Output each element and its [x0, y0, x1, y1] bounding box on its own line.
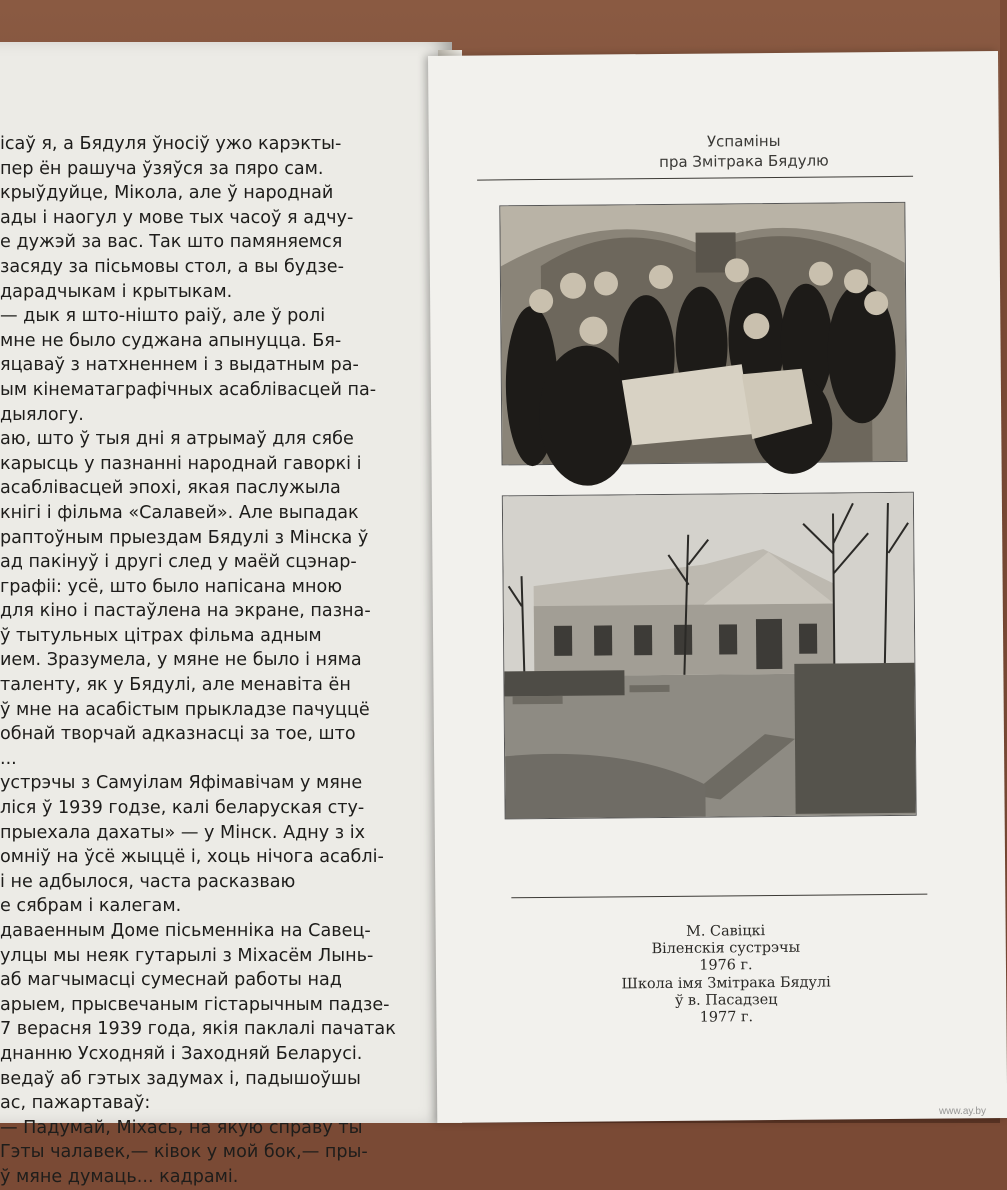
left-text-line: ... — [0, 748, 17, 769]
left-text-line: пер ён рашуча ўзяўся за пяро сам. — [0, 158, 324, 179]
left-text-line: ў тытульных цітрах фільма адным — [0, 625, 322, 646]
caption-year-2: 1977 г. — [699, 1009, 754, 1026]
left-text-line: ведаў аб гэтых задумах і, падышоўшы — [0, 1068, 361, 1089]
left-text-line: і не адбылося, часта расказваю — [0, 871, 296, 892]
left-text-line: е дужэй за вас. Так што памяняемся — [0, 232, 343, 253]
header-rule — [477, 176, 913, 181]
left-text-line: аб магчымасці сумеснай работы над — [0, 970, 342, 991]
left-text-line: ием. Зразумела, у мяне не было і няма — [0, 650, 362, 671]
left-text-line: ў мне на асабістым прыкладзе пачуццё — [0, 699, 370, 720]
site-watermark: www.ay.by — [938, 1106, 986, 1117]
left-text-line: даваенным Доме пісьменніка на Савец- — [0, 921, 371, 941]
left-text-line: ў мяне думаць... кадрамі. — [0, 1166, 239, 1187]
left-text-line: — дык я што-нішто раіў, але ў ролі — [0, 306, 326, 327]
left-page-text — [0, 132, 400, 1190]
left-text-line: ым кінематаграфічных асаблівасцей па- — [0, 379, 377, 400]
caption-title-1: Віленскія сустрэчы — [651, 939, 801, 958]
left-text-line: устрэчы з Самуілам Яфімавічам у мяне — [0, 773, 363, 794]
caption-rule — [511, 894, 927, 899]
caption-place-2: ў в. Пасадзец — [674, 991, 778, 1009]
left-text-line: — Падумай, Міхась, на якую справу ты — [0, 1117, 363, 1138]
left-text-line: ліся ў 1939 годзе, калі беларуская сту- — [0, 798, 365, 819]
painting-reproduction — [499, 202, 907, 466]
right-page — [428, 51, 1007, 1123]
left-text-line: арыем, прысвечаным гістарычным падзе- — [0, 994, 390, 1015]
running-head — [429, 129, 999, 174]
left-text-line: таленту, як у Бядулі, але менавіта ён — [0, 675, 351, 696]
left-text-line: графіі: усё, што было напісана мною — [0, 576, 343, 597]
running-head-line-2: пра Змітрака Бядулю — [659, 151, 829, 171]
running-head-line-1: Успаміны — [706, 131, 781, 151]
left-text-line: омніў на ўсё жыццё і, хоць нічога асаблі- — [0, 847, 384, 868]
left-text-line: асаблівасцей эпохі, якая паслужыла — [0, 478, 341, 499]
left-text-line: ад пакінуў і другі след у маёй сцэнар- — [0, 552, 357, 573]
left-text-line: крыўдуйце, Мікола, але ў народнай — [0, 183, 334, 204]
left-text-line: кнігі і фільма «Салавей». Але выпадак — [0, 502, 359, 523]
left-text-line: дарадчыкам і крытыкам. — [0, 281, 233, 302]
left-text-line: засяду за пісьмовы стол, а вы будзе- — [0, 256, 344, 277]
left-text-line: е сябрам і калегам. — [0, 896, 182, 917]
left-text-line: Гэты чалавек,— ківок у мой бок,— пры- — [0, 1142, 368, 1163]
left-text-line: раптоўным прыездам Бядулі з Мінска ў — [0, 527, 369, 548]
left-text-line: для кіно і пастаўлена на экране, пазна- — [0, 601, 371, 622]
caption-year-1: 1976 г. — [699, 957, 753, 975]
left-page — [0, 42, 452, 1187]
left-text-line: обнай творчай адказнасці за тое, што — [0, 724, 356, 745]
left-text-line: яцаваў з натхненнем і з выдатным ра- — [0, 355, 359, 376]
left-text-line: 7 верасня 1939 года, якія паклалі пачатак — [0, 1019, 396, 1040]
left-text-line: ады і наогул у мове тых часоў я адчу- — [0, 207, 354, 228]
left-text-line: улцы мы неяк гутарылі з Міхасём Лынь- — [0, 945, 374, 966]
photo-caption — [556, 922, 897, 1028]
left-text-line: дыялогу. — [0, 404, 84, 425]
left-text-line: аю, што ў тыя дні я атрымаў для сябе — [0, 429, 354, 450]
left-text-line: днанню Усходняй і Заходняй Беларусі. — [0, 1043, 363, 1064]
caption-author: М. Савіцкі — [686, 923, 766, 940]
caption-title-2: Школа імя Змітрака Бядулі — [621, 974, 831, 992]
left-text-line: ас, пажартаваў: — [0, 1093, 151, 1114]
school-photograph — [502, 492, 917, 820]
left-text-line: мне не было суджана апынуцца. Бя- — [0, 330, 342, 351]
left-text-line: ісаў я, а Бядуля ўносіў ужо карэкты- — [0, 134, 342, 154]
left-text-line: карысць у пазнанні народнай гаворкі і — [0, 453, 362, 474]
left-text-line: прыехала дахаты» — у Мінск. Адну з іх — [0, 822, 366, 843]
